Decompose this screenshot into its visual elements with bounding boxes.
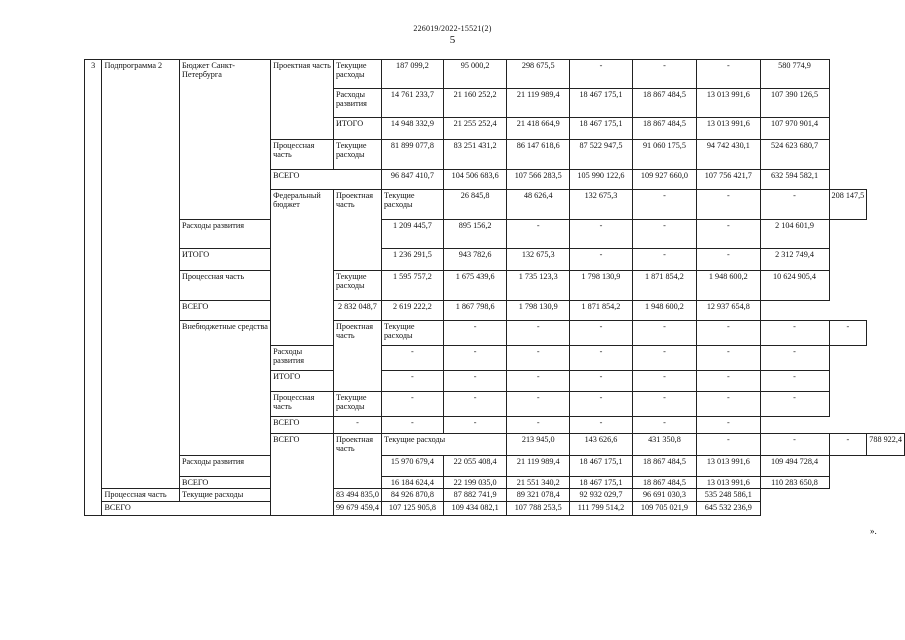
value-cell: 18 467 175,1: [570, 456, 633, 477]
value-cell: 632 594 582,1: [760, 170, 829, 190]
value-cell: 213 945,0: [507, 434, 570, 456]
fed-vsego-label: ВСЕГО: [179, 301, 333, 321]
value-cell: 21 418 664,9: [507, 118, 570, 140]
value-cell: 18 867 484,5: [632, 89, 696, 118]
value-cell: 109 434 082,1: [443, 502, 506, 516]
value-cell: 110 283 650,8: [760, 477, 829, 489]
value-cell: 1 867 798,6: [443, 301, 506, 321]
value-cell: 143 626,6: [570, 434, 633, 456]
row-number-cell: 3: [85, 60, 102, 516]
total-itogo-label: ВСЕГО: [179, 477, 333, 489]
total-dev-label: Расходы развития: [179, 456, 333, 477]
value-cell: 1 735 123,3: [507, 271, 570, 301]
value-cell: -: [570, 60, 633, 89]
value-cell: 18 867 484,5: [632, 118, 696, 140]
spb-vsego-label: ВСЕГО: [271, 170, 382, 190]
value-cell: 13 013 991,6: [697, 477, 760, 489]
value-cell: -: [632, 392, 696, 417]
value-cell: 21 119 989,4: [507, 89, 570, 118]
value-cell: 83 494 835,0: [333, 489, 381, 502]
total-process-current-label: Текущие расходы: [179, 489, 333, 502]
value-cell: 580 774,9: [760, 60, 829, 89]
value-cell: 1 675 439,6: [443, 271, 506, 301]
fed-itogo-label: ИТОГО: [179, 249, 270, 271]
value-cell: 535 248 586,1: [697, 489, 760, 502]
budget-table: [84, 59, 905, 516]
value-cell: 21 255 252,4: [443, 118, 506, 140]
fed-dev-label: Расходы развития: [179, 220, 270, 249]
value-cell: -: [443, 371, 506, 392]
value-cell: -: [760, 392, 829, 417]
value-cell: 18 867 484,5: [632, 477, 696, 489]
value-cell: 107 566 283,5: [507, 170, 570, 190]
value-cell: -: [760, 321, 829, 346]
value-cell: 1 948 600,2: [632, 301, 696, 321]
ext-process-part: Процессная часть: [271, 392, 334, 417]
value-cell: 132 675,3: [507, 249, 570, 271]
value-cell: 104 506 683,6: [443, 170, 506, 190]
value-cell: 107 125 905,8: [381, 502, 443, 516]
value-cell: -: [507, 392, 570, 417]
document-number: 226019/2022-15521(2): [413, 24, 492, 33]
ext-vsego-label: ВСЕГО: [271, 417, 334, 434]
value-cell: 84 926 870,8: [381, 489, 443, 502]
ext-process-current-label: Текущие расходы: [333, 392, 381, 417]
value-cell: 87 882 741,9: [443, 489, 506, 502]
value-cell: 111 799 514,2: [570, 502, 633, 516]
value-cell: 99 679 459,4: [333, 502, 381, 516]
value-cell: 208 147,5: [829, 190, 867, 220]
spb-project-part: Проектная часть: [271, 60, 334, 140]
value-cell: 14 761 233,7: [381, 89, 443, 118]
value-cell: 645 532 236,9: [697, 502, 760, 516]
ext-dev-label: Расходы развития: [271, 346, 334, 371]
value-cell: 2 104 601,9: [760, 220, 829, 249]
value-cell: 14 948 332,9: [381, 118, 443, 140]
value-cell: 96 691 030,3: [632, 489, 696, 502]
fed-project-part: Проектная часть: [333, 190, 381, 271]
closing-quote: ».: [870, 526, 877, 536]
value-cell: 298 675,5: [507, 60, 570, 89]
subprogram-cell: Подпрограмма 2: [102, 60, 180, 489]
value-cell: -: [697, 392, 760, 417]
value-cell: -: [507, 220, 570, 249]
value-cell: -: [760, 434, 829, 456]
page-number: 5: [449, 34, 456, 46]
value-cell: 48 626,4: [507, 190, 570, 220]
value-cell: 18 467 175,1: [570, 89, 633, 118]
value-cell: 26 845,8: [443, 190, 506, 220]
value-cell: -: [829, 434, 867, 456]
value-cell: -: [697, 371, 760, 392]
spb-process-current-label: Текущие расходы: [333, 140, 381, 170]
value-cell: -: [697, 249, 760, 271]
value-cell: -: [570, 220, 633, 249]
value-cell: 105 990 122,6: [570, 170, 633, 190]
value-cell: 95 000,2: [443, 60, 506, 89]
value-cell: -: [570, 417, 633, 434]
value-cell: 1 948 600,2: [697, 271, 760, 301]
value-cell: 2 312 749,4: [760, 249, 829, 271]
value-cell: 92 932 029,7: [570, 489, 633, 502]
fed-process-current-label: Текущие расходы: [333, 271, 381, 301]
value-cell: 107 390 126,5: [760, 89, 829, 118]
value-cell: -: [570, 346, 633, 371]
value-cell: 18 867 484,5: [632, 456, 696, 477]
value-cell: -: [632, 417, 696, 434]
source-extrabudgetary: Внебюджетные средства: [179, 321, 270, 456]
value-cell: 16 184 624,4: [381, 477, 443, 489]
value-cell: -: [632, 220, 696, 249]
value-cell: 524 623 680,7: [760, 140, 829, 170]
value-cell: 13 013 991,6: [697, 118, 760, 140]
value-cell: -: [570, 392, 633, 417]
fed-process-part: Процессная часть: [179, 271, 270, 301]
value-cell: -: [632, 249, 696, 271]
value-cell: 18 467 175,1: [570, 118, 633, 140]
value-cell: -: [632, 346, 696, 371]
value-cell: 1 871 854,2: [570, 301, 633, 321]
value-cell: 1 798 130,9: [570, 271, 633, 301]
value-cell: 895 156,2: [443, 220, 506, 249]
value-cell: 2 619 222,2: [381, 301, 443, 321]
value-cell: -: [443, 321, 506, 346]
value-cell: 109 494 728,4: [760, 456, 829, 477]
value-cell: -: [507, 346, 570, 371]
value-cell: -: [697, 190, 760, 220]
value-cell: -: [632, 190, 696, 220]
ext-itogo-label: ИТОГО: [271, 371, 334, 392]
value-cell: 94 742 430,1: [697, 140, 760, 170]
value-cell: -: [443, 392, 506, 417]
value-cell: 1 595 757,2: [381, 271, 443, 301]
value-cell: -: [381, 417, 443, 434]
total-project-part: Проектная часть: [333, 434, 381, 489]
value-cell: 15 970 679,4: [381, 456, 443, 477]
value-cell: 13 013 991,6: [697, 456, 760, 477]
total-current-label: Текущие расходы: [381, 434, 506, 456]
value-cell: 22 055 408,4: [443, 456, 506, 477]
value-cell: -: [570, 249, 633, 271]
value-cell: 10 624 905,4: [760, 271, 829, 301]
value-cell: 943 782,6: [443, 249, 506, 271]
total-process-part: Процессная часть: [102, 489, 180, 502]
grand-total-label: ВСЕГО: [102, 502, 334, 516]
spb-itogo-label: ИТОГО: [333, 118, 381, 140]
value-cell: -: [632, 60, 696, 89]
value-cell: 91 060 175,5: [632, 140, 696, 170]
value-cell: 83 251 431,2: [443, 140, 506, 170]
value-cell: -: [507, 321, 570, 346]
value-cell: -: [443, 417, 506, 434]
spb-process-part: Процессная часть: [271, 140, 334, 170]
value-cell: 187 099,2: [381, 60, 443, 89]
source-federal: Федеральный бюджет: [271, 190, 334, 346]
total-block-label: ВСЕГО: [271, 434, 334, 516]
value-cell: 13 013 991,6: [697, 89, 760, 118]
value-cell: 21 119 989,4: [507, 456, 570, 477]
value-cell: 87 522 947,5: [570, 140, 633, 170]
value-cell: -: [443, 346, 506, 371]
ext-current-label: Текущие расходы: [381, 321, 443, 346]
value-cell: -: [697, 60, 760, 89]
value-cell: -: [381, 346, 443, 371]
value-cell: 431 350,8: [632, 434, 696, 456]
value-cell: -: [570, 371, 633, 392]
value-cell: -: [697, 321, 760, 346]
value-cell: 18 467 175,1: [570, 477, 633, 489]
value-cell: -: [632, 321, 696, 346]
value-cell: 109 927 660,0: [632, 170, 696, 190]
value-cell: -: [381, 371, 443, 392]
value-cell: 2 832 048,7: [333, 301, 381, 321]
ext-project-part: Проектная часть: [333, 321, 381, 392]
value-cell: 22 199 035,0: [443, 477, 506, 489]
value-cell: -: [507, 371, 570, 392]
value-cell: 86 147 618,6: [507, 140, 570, 170]
value-cell: 788 922,4: [867, 434, 905, 456]
fed-current-label: Текущие расходы: [381, 190, 443, 220]
value-cell: 132 675,3: [570, 190, 633, 220]
value-cell: -: [333, 417, 381, 434]
value-cell: -: [697, 417, 760, 434]
value-cell: -: [829, 321, 867, 346]
value-cell: -: [381, 392, 443, 417]
value-cell: 21 160 252,2: [443, 89, 506, 118]
value-cell: 1 798 130,9: [507, 301, 570, 321]
value-cell: 1 871 854,2: [632, 271, 696, 301]
value-cell: 1 209 445,7: [381, 220, 443, 249]
value-cell: 21 551 340,2: [507, 477, 570, 489]
value-cell: -: [632, 371, 696, 392]
value-cell: -: [697, 346, 760, 371]
value-cell: 107 756 421,7: [697, 170, 760, 190]
value-cell: -: [760, 371, 829, 392]
value-cell: -: [697, 220, 760, 249]
value-cell: 107 970 901,4: [760, 118, 829, 140]
value-cell: 12 937 654,8: [697, 301, 760, 321]
value-cell: 109 705 021,9: [632, 502, 696, 516]
source-spb: Бюджет Санкт-Петербурга: [179, 60, 270, 220]
value-cell: 107 788 253,5: [507, 502, 570, 516]
value-cell: -: [507, 417, 570, 434]
spb-current-label: Текущие расходы: [333, 60, 381, 89]
value-cell: 81 899 077,8: [381, 140, 443, 170]
value-cell: -: [760, 190, 829, 220]
spb-dev-label: Расходы развития: [333, 89, 381, 118]
value-cell: -: [697, 434, 760, 456]
value-cell: 89 321 078,4: [507, 489, 570, 502]
value-cell: -: [760, 346, 829, 371]
value-cell: 96 847 410,7: [381, 170, 443, 190]
value-cell: -: [570, 321, 633, 346]
value-cell: 1 236 291,5: [381, 249, 443, 271]
